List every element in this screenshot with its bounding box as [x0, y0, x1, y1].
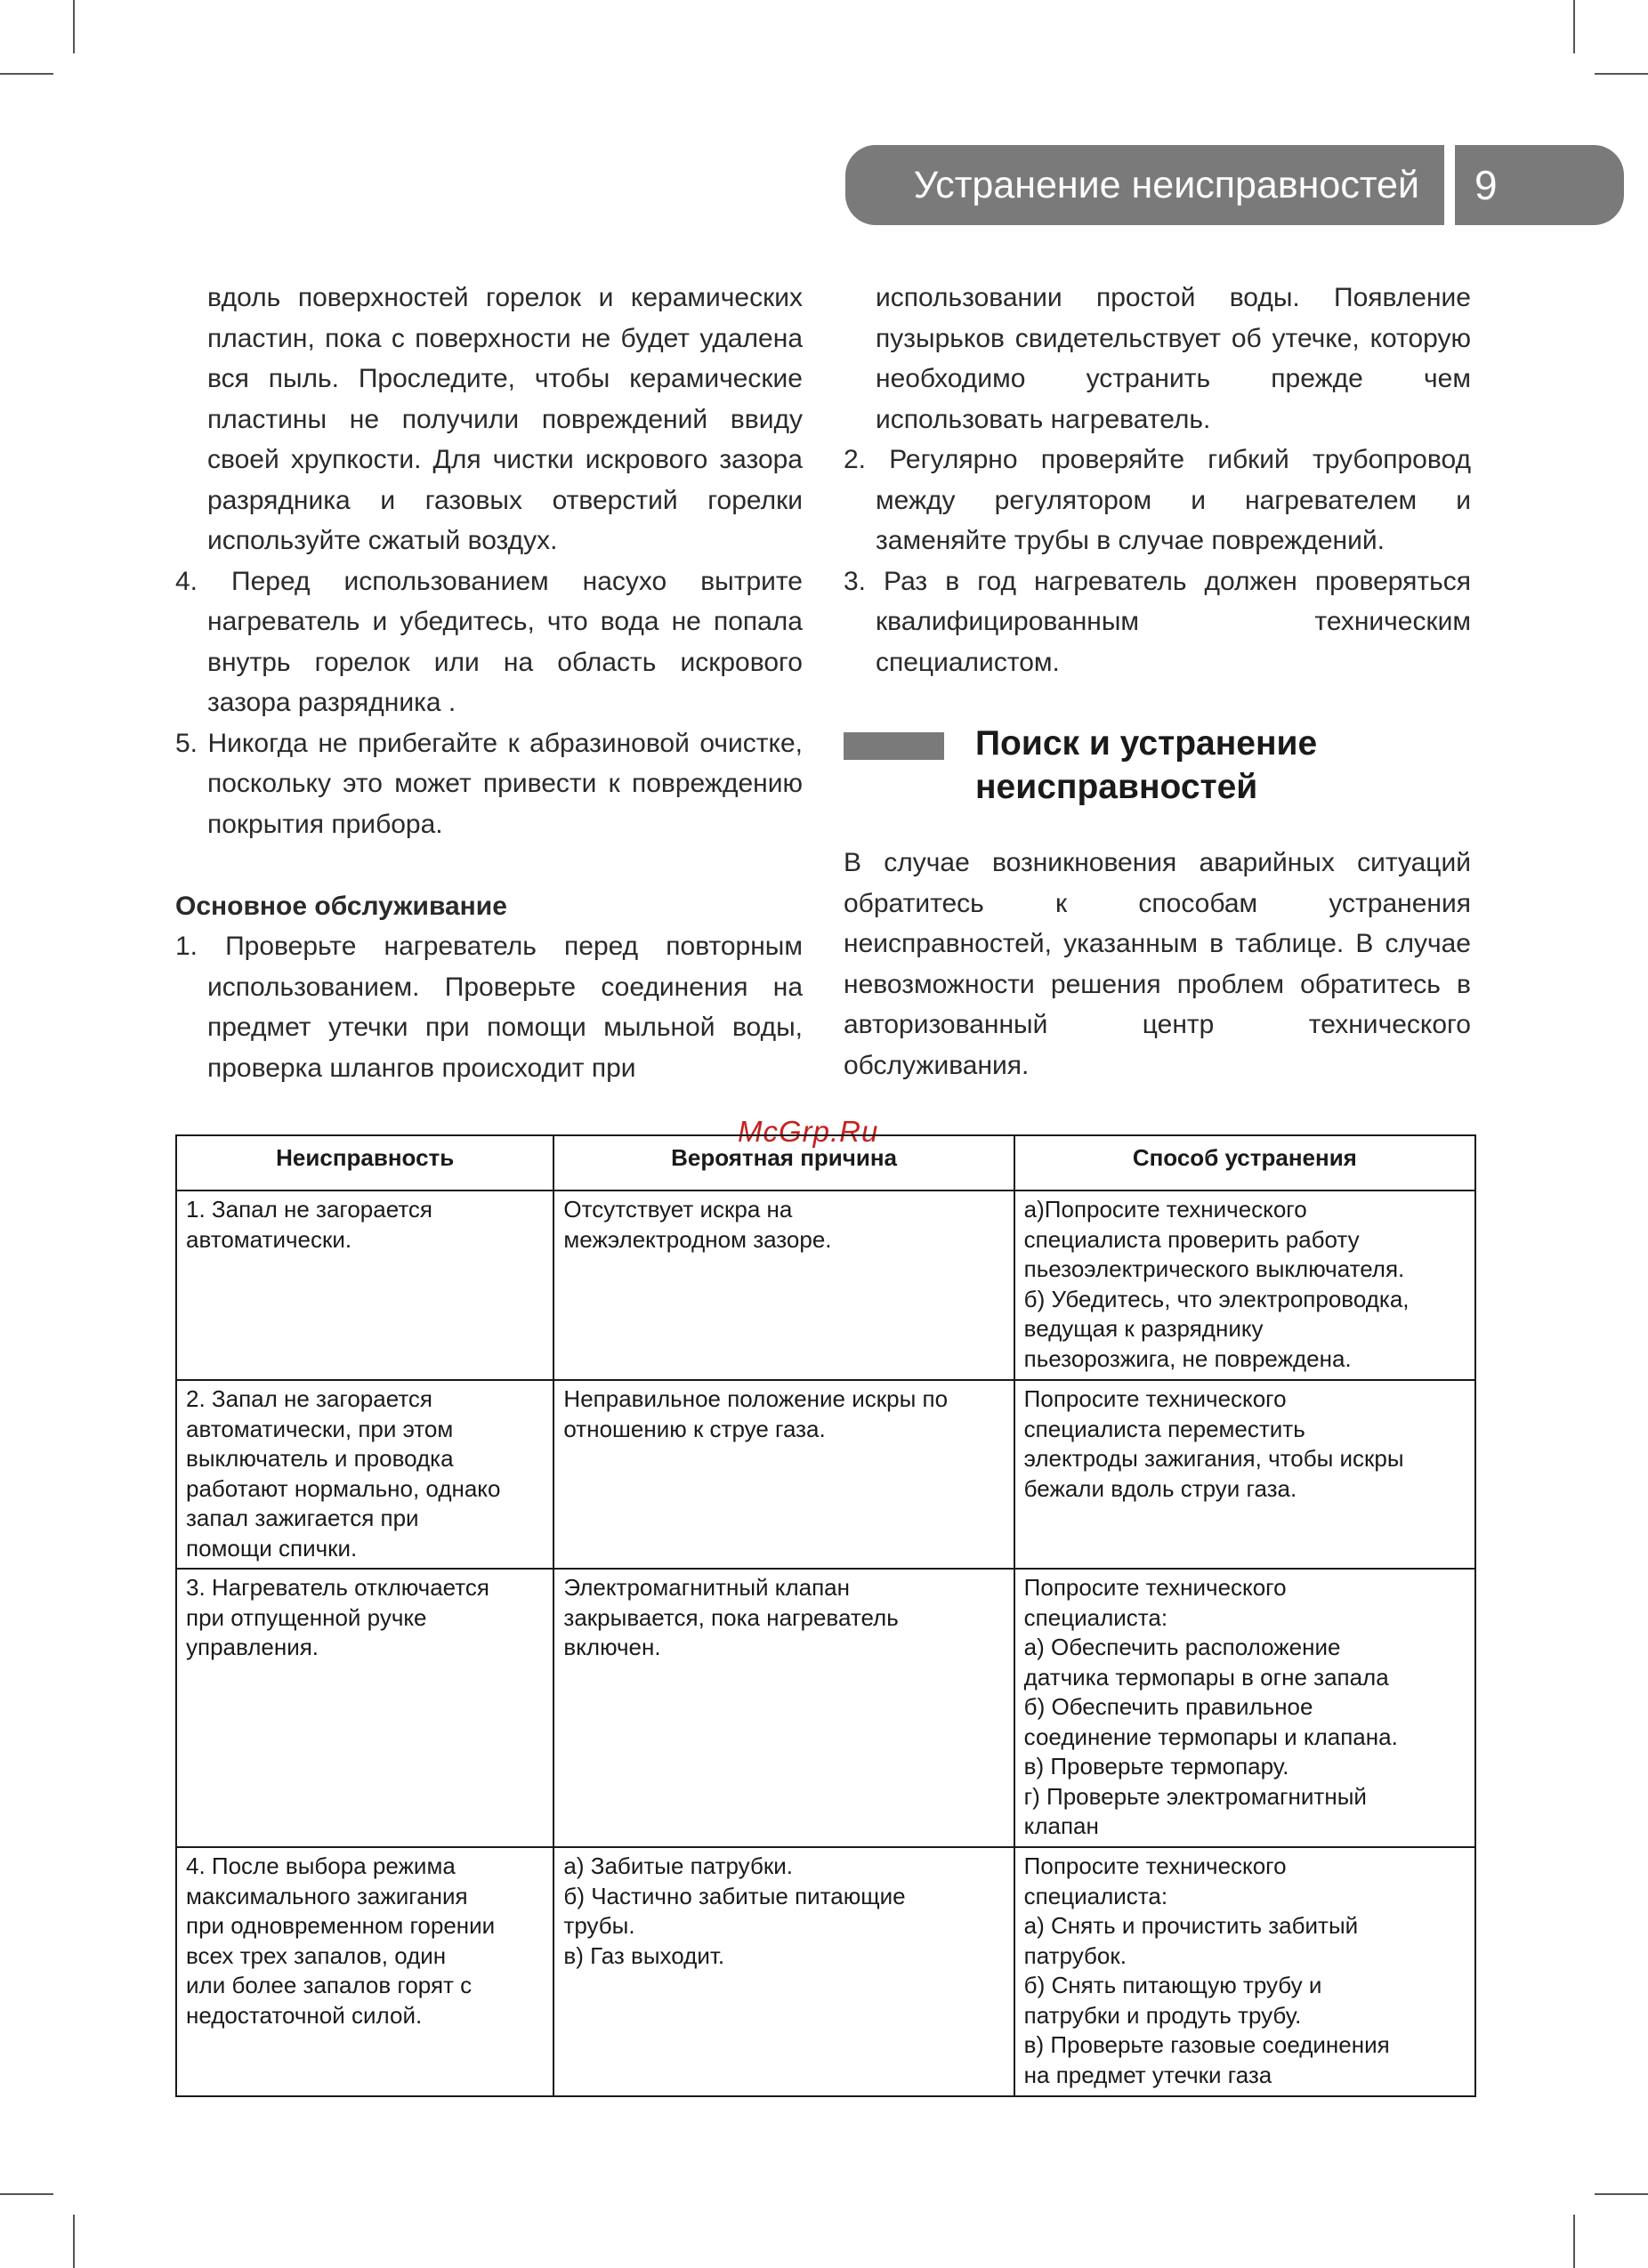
- section-title-line-2: неисправностей: [975, 768, 1258, 806]
- fault-cell: 2. Запал не загорается автоматически, при этом выключатель и проводка работают нормально, однако запал зажигается при помощи спички.: [176, 1380, 553, 1569]
- crop-mark: [73, 2215, 75, 2268]
- column-header-fault: Неисправность: [176, 1135, 553, 1190]
- subheading-maintenance: Основное обслуживание: [175, 892, 507, 921]
- crop-mark: [1573, 2215, 1575, 2268]
- table-row: [176, 1569, 1475, 1847]
- remedy-cell: Попросите технического специалиста: а) Обеспечить расположение датчика термопары в огне запала б) Обеспечить правильное соединение термопары и клапана. в) Проверьте термопару. г) Проверьте электромагнитный клапан: [1014, 1569, 1475, 1847]
- cause-cell: Неправильное положение искры по отношению к струе газа.: [553, 1380, 1014, 1569]
- remedy-cell: а)Попросите технического специалиста проверить работу пьезоэлектрического выключателя. б) Убедитесь, что электропроводка, ведущая к разряднику пьезорозжига, не повреждена.: [1014, 1190, 1475, 1380]
- page-number: 9: [1455, 145, 1624, 225]
- crop-mark: [0, 2193, 53, 2195]
- fault-cell: 4. После выбора режима максимального зажигания при одновременном горении всех трех запалов, один или более запалов горят с недостаточной силой.: [176, 1847, 553, 2096]
- list-item-5: 5. Никогда не прибегайте к абразиновой очистке, поскольку это может привести к повреждению покрытия прибора.: [175, 728, 803, 839]
- troubleshooting-table: [175, 1134, 1476, 2097]
- paragraph-continuation: использовании простой воды. Появление пузырьков свидетельствует об утечке, которую необходимо устранить прежде чем использовать нагреватель.: [876, 283, 1471, 434]
- section-intro: В случае возникновения аварийных ситуаций обратитесь к способам устранения неисправностей, указанным в таблице. В случае невозможности решения проблем обратитесь в авторизованный центр технического обслуживания.: [844, 848, 1471, 1080]
- fault-cell: 3. Нагреватель отключается при отпущенной ручке управления.: [176, 1569, 553, 1847]
- column-header-cause: Вероятная причина: [553, 1135, 1014, 1190]
- crop-mark: [0, 73, 53, 75]
- right-column: [844, 278, 1471, 1086]
- chapter-title: Устранение неисправностей: [845, 145, 1444, 225]
- table-row: [176, 1190, 1475, 1380]
- crop-mark: [1595, 73, 1648, 75]
- table-header-row: [176, 1135, 1475, 1190]
- cause-cell: а) Забитые патрубки. б) Частично забитые питающие трубы. в) Газ выходит.: [553, 1847, 1014, 2096]
- list-item-2: 2. Регулярно проверяйте гибкий трубопровод между регулятором и нагревателем и заменяйте трубы в случае повреждений.: [844, 445, 1471, 555]
- crop-mark: [1595, 2193, 1648, 2195]
- remedy-cell: Попросите технического специалиста переместить электроды зажигания, чтобы искры бежали вдоль струи газа.: [1014, 1380, 1475, 1569]
- left-column: [175, 278, 803, 1088]
- paragraph-continuation: вдоль поверхностей горелок и керамических пластин, пока с поверхности не будет удалена вся пыль. Проследите, чтобы керамические пластины не получили повреждений ввиду своей хрупкости. Для чистки искрового зазора разрядника и газовых отверстий горелки используйте сжатый воздух.: [207, 283, 803, 555]
- maintenance-item-1: 1. Проверьте нагреватель перед повторным использованием. Проверьте соединения на предмет утечки при помощи мыльной воды, проверка шлангов происходит при: [175, 932, 803, 1083]
- column-header-remedy: Способ устранения: [1014, 1135, 1475, 1190]
- table-row: [176, 1847, 1475, 2096]
- watermark: McGrp.Ru: [738, 1115, 879, 1148]
- section-title-line-1: Поиск и устранение: [975, 724, 1318, 763]
- section-marker-bar: [844, 732, 944, 760]
- cause-cell: Отсутствует искра на межэлектродном зазоре.: [553, 1190, 1014, 1380]
- crop-mark: [73, 0, 75, 53]
- remedy-cell: Попросите технического специалиста: а) Снять и прочистить забитый патрубок. б) Снять питающую трубу и патрубки и продуть трубу. в) Проверьте газовые соединения на предмет утечки газа: [1014, 1847, 1475, 2096]
- section-heading: [844, 722, 1471, 806]
- section-title: [975, 722, 1317, 809]
- list-item-4: 4. Перед использованием насухо вытрите нагреватель и убедитесь, что вода не попала внутрь горелок или на область искрового зазора разрядника .: [175, 566, 803, 717]
- list-item-3: 3. Раз в год нагреватель должен проверяться квалифицированным техническим специалистом.: [844, 566, 1471, 677]
- fault-cell: 1. Запал не загорается автоматически.: [176, 1190, 553, 1380]
- table-row: [176, 1380, 1475, 1569]
- cause-cell: Электромагнитный клапан закрывается, пока нагреватель включен.: [553, 1569, 1014, 1847]
- crop-mark: [1573, 0, 1575, 53]
